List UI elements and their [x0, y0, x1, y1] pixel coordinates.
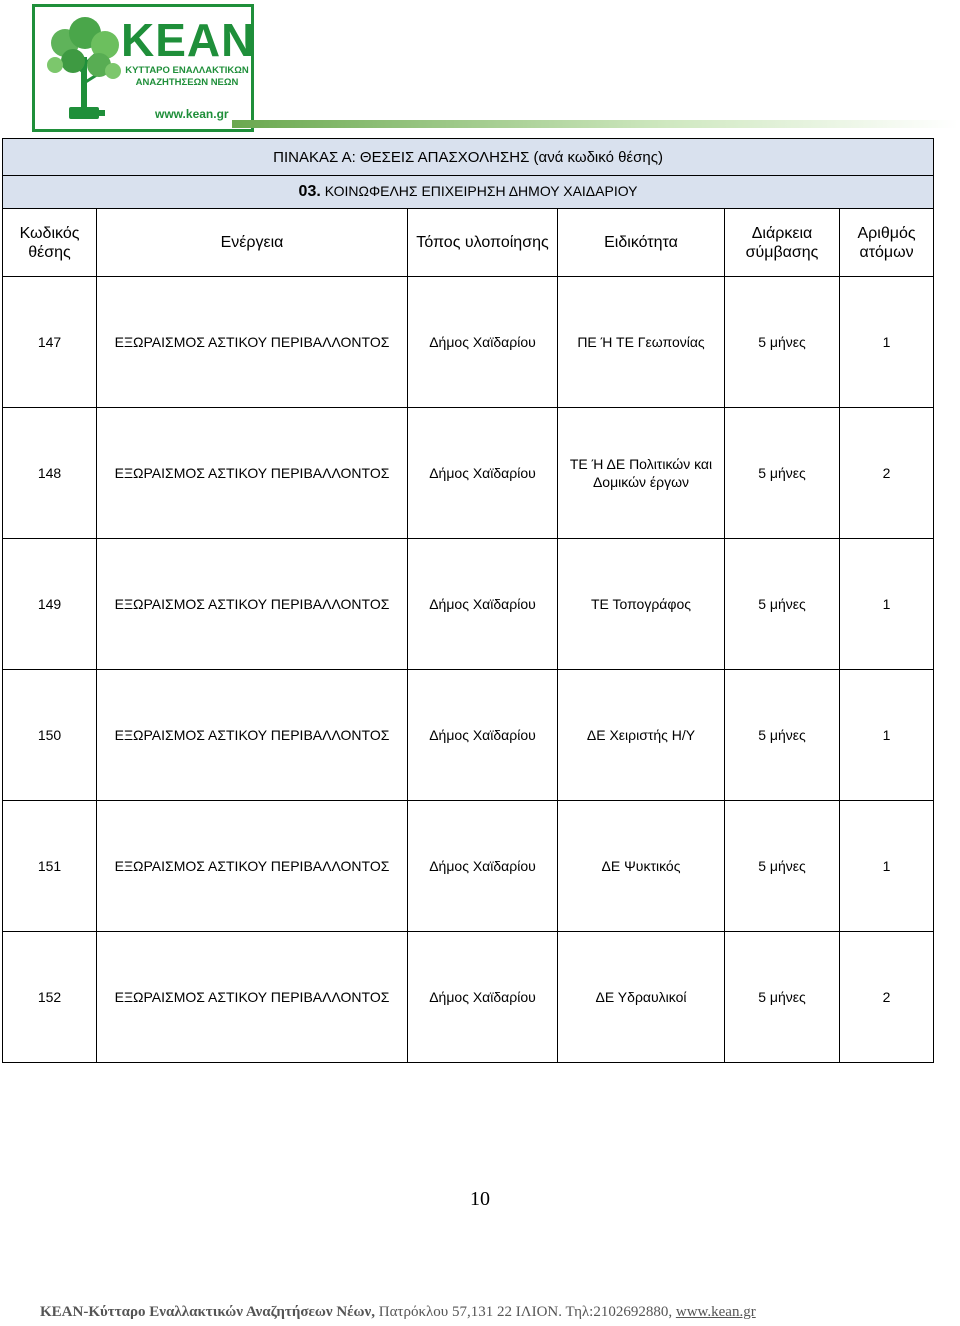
- page-footer: [40, 1304, 756, 1321]
- cell-duration: 5 μήνες: [725, 932, 840, 1063]
- cell-persons: 1: [840, 539, 934, 670]
- table-row: [3, 932, 934, 1063]
- cell-specialty: ΤΕ Ή ΔΕ Πολιτικών και Δομικών έργων: [558, 408, 725, 539]
- cell-action: ΕΞΩΡΑΙΣΜΟΣ ΑΣΤΙΚΟΥ ΠΕΡΙΒΑΛΛΟΝΤΟΣ: [97, 408, 408, 539]
- table-subtitle-row: [3, 176, 934, 209]
- cell-code: 148: [3, 408, 97, 539]
- cell-code: 151: [3, 801, 97, 932]
- cell-duration: 5 μήνες: [725, 539, 840, 670]
- cell-duration: 5 μήνες: [725, 277, 840, 408]
- cell-duration: 5 μήνες: [725, 801, 840, 932]
- column-header-row: [3, 209, 934, 277]
- table-title: ΠΙΝΑΚΑΣ Α: ΘΕΣΕΙΣ ΑΠΑΣΧΟΛΗΣΗΣ (ανά κωδικό θέσης): [3, 139, 934, 176]
- footer-brand: ΚΕΑΝ-Κύτταρο Εναλλακτικών Αναζητήσεων Νέων,: [40, 1304, 375, 1320]
- cell-action: ΕΞΩΡΑΙΣΜΟΣ ΑΣΤΙΚΟΥ ΠΕΡΙΒΑΛΛΟΝΤΟΣ: [97, 932, 408, 1063]
- cell-code: 149: [3, 539, 97, 670]
- cell-code: 147: [3, 277, 97, 408]
- subtitle-number: 03.: [298, 183, 321, 200]
- cell-persons: 1: [840, 277, 934, 408]
- table-title-row: [3, 139, 934, 176]
- cell-action: ΕΞΩΡΑΙΣΜΟΣ ΑΣΤΙΚΟΥ ΠΕΡΙΒΑΛΛΟΝΤΟΣ: [97, 277, 408, 408]
- subtitle-text: ΚΟΙΝΩΦΕΛΗΣ ΕΠΙΧΕΙΡΗΣΗ ΔΗΜΟΥ ΧΑΙΔΑΡΙΟΥ: [324, 183, 638, 199]
- logo-url: www.kean.gr: [155, 107, 229, 121]
- cell-action: ΕΞΩΡΑΙΣΜΟΣ ΑΣΤΙΚΟΥ ΠΕΡΙΒΑΛΛΟΝΤΟΣ: [97, 670, 408, 801]
- cell-persons: 2: [840, 408, 934, 539]
- footer-address: Πατρόκλου 57,131 22 ΙΛΙΟΝ. Τηλ:2102692880,: [374, 1304, 676, 1320]
- page-number: 10: [470, 1188, 490, 1210]
- col-header-place: Τόπος υλοποίησης: [408, 209, 558, 277]
- cell-place: Δήμος Χαϊδαρίου: [408, 539, 558, 670]
- cell-persons: 2: [840, 932, 934, 1063]
- cell-place: Δήμος Χαϊδαρίου: [408, 932, 558, 1063]
- cell-place: Δήμος Χαϊδαρίου: [408, 277, 558, 408]
- cell-specialty: ΔΕ Ψυκτικός: [558, 801, 725, 932]
- logo-swoosh: [232, 120, 958, 128]
- footer-website-link[interactable]: www.kean.gr: [675, 1304, 756, 1320]
- kean-logo: [32, 4, 254, 132]
- col-header-specialty: Ειδικότητα: [558, 209, 725, 277]
- col-header-code: Κωδικός θέσης: [3, 209, 97, 277]
- col-header-duration: Διάρκεια σύμβασης: [725, 209, 840, 277]
- cell-duration: 5 μήνες: [725, 670, 840, 801]
- cell-action: ΕΞΩΡΑΙΣΜΟΣ ΑΣΤΙΚΟΥ ΠΕΡΙΒΑΛΛΟΝΤΟΣ: [97, 539, 408, 670]
- cell-action: ΕΞΩΡΑΙΣΜΟΣ ΑΣΤΙΚΟΥ ΠΕΡΙΒΑΛΛΟΝΤΟΣ: [97, 801, 408, 932]
- cell-place: Δήμος Χαϊδαρίου: [408, 670, 558, 801]
- cell-specialty: ΔΕ Χειριστής Η/Υ: [558, 670, 725, 801]
- logo-subtitle: ΚΥΤΤΑΡΟ ΕΝΑΛΛΑΚΤΙΚΩΝ ΑΝΑΖΗΤΗΣΕΩΝ ΝΕΩΝ: [125, 65, 249, 88]
- table-subtitle: [3, 176, 934, 209]
- col-header-persons: Αριθμός ατόμων: [840, 209, 934, 277]
- logo-title: ΚΕΑΝ: [121, 14, 256, 66]
- table-row: [3, 801, 934, 932]
- col-header-action: Ενέργεια: [97, 209, 408, 277]
- cell-code: 152: [3, 932, 97, 1063]
- table-row: [3, 670, 934, 801]
- positions-table: [2, 138, 934, 1063]
- table-row: [3, 408, 934, 539]
- cell-specialty: ΠΕ Ή ΤΕ Γεωπονίας: [558, 277, 725, 408]
- cell-persons: 1: [840, 670, 934, 801]
- cell-place: Δήμος Χαϊδαρίου: [408, 801, 558, 932]
- cell-specialty: ΔΕ Υδραυλικοί: [558, 932, 725, 1063]
- cell-specialty: ΤΕ Τοπογράφος: [558, 539, 725, 670]
- table-row: [3, 277, 934, 408]
- cell-place: Δήμος Χαϊδαρίου: [408, 408, 558, 539]
- cell-duration: 5 μήνες: [725, 408, 840, 539]
- table-row: [3, 539, 934, 670]
- tree-usb-icon: [43, 13, 125, 125]
- cell-persons: 1: [840, 801, 934, 932]
- cell-code: 150: [3, 670, 97, 801]
